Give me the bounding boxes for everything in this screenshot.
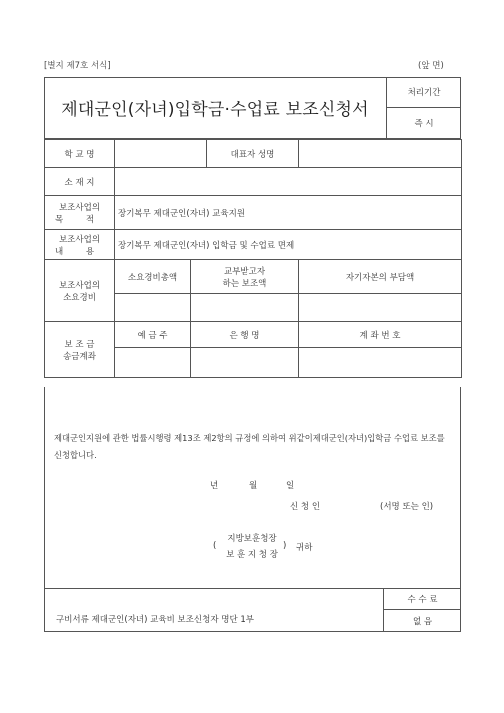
page-side: (앞 면) xyxy=(418,61,444,71)
fee-label: 수 수 료 xyxy=(384,589,461,610)
cost-total-header: 소요경비총액 xyxy=(115,260,191,294)
account-header: 계 좌 번 호 xyxy=(299,322,462,348)
cost-grant-header-line1: 교부받고자 xyxy=(223,266,266,277)
required-documents: 구비서류 제대군인(자녀) 교육비 보조신청자 명단 1부 xyxy=(56,615,254,625)
applicant-label: 신 청 인 xyxy=(290,502,321,512)
fee-box xyxy=(383,589,461,632)
form-title: 제대군인(자녀)입학금·수업료 보조신청서 xyxy=(61,100,369,120)
paren-open: ( xyxy=(213,541,217,551)
recipient-suffix: 귀하 xyxy=(296,543,313,553)
cost-label-line2: 소요경비 xyxy=(63,292,96,303)
bank-header: 은 행 명 xyxy=(191,322,299,348)
form-code: [별지 제7호 서식] xyxy=(44,61,111,71)
depositor-field[interactable] xyxy=(115,348,191,378)
school-name-label: 학 교 명 xyxy=(45,140,115,168)
cost-self-field[interactable] xyxy=(299,294,462,322)
cost-label-line1: 보조사업의 xyxy=(58,280,101,291)
processing-label: 처리기간 xyxy=(387,77,461,108)
representative-field[interactable] xyxy=(299,140,462,168)
application-table xyxy=(44,139,462,378)
recipient-line1: 지방보훈청장 xyxy=(227,534,277,544)
signature-note: (서명 또는 인) xyxy=(380,502,434,512)
content-label-line2: 내 용 xyxy=(54,246,105,257)
recipient-line2: 보 훈 지 청 장 xyxy=(226,550,278,560)
address-label: 소 재 지 xyxy=(45,168,115,196)
date-year: 년 xyxy=(210,481,219,491)
remit-label-line2: 송금계좌 xyxy=(63,351,96,362)
paren-close: ) xyxy=(283,541,287,551)
bank-field[interactable] xyxy=(191,348,299,378)
purpose-value: 장기복무 제대군인(자녀) 교육지원 xyxy=(115,196,462,230)
content-value: 장기복무 제대군인(자녀) 입학금 및 수업료 면제 xyxy=(115,230,462,260)
cost-self-header: 자기자본의 부담액 xyxy=(299,260,462,294)
purpose-label-line1: 보조사업의 xyxy=(58,202,101,213)
remit-label xyxy=(45,322,115,378)
content-label-line1: 보조사업의 xyxy=(58,234,101,245)
date-day: 일 xyxy=(286,481,295,491)
purpose-label-line2: 목 적 xyxy=(54,214,105,225)
cost-total-field[interactable] xyxy=(115,294,191,322)
content-label xyxy=(45,230,115,260)
representative-label: 대표자 성명 xyxy=(207,140,299,168)
processing-box xyxy=(386,77,461,139)
cost-grant-header-line2: 하는 보조액 xyxy=(222,278,267,289)
cost-label xyxy=(45,260,115,322)
cost-grant-header xyxy=(191,260,299,294)
remit-label-line1: 보 조 금 xyxy=(64,339,95,350)
cost-grant-field[interactable] xyxy=(191,294,299,322)
school-name-field[interactable] xyxy=(115,140,207,168)
account-field[interactable] xyxy=(299,348,462,378)
date-month: 월 xyxy=(249,481,258,491)
depositor-header: 예 금 주 xyxy=(115,322,191,348)
address-field[interactable] xyxy=(115,168,462,196)
processing-value: 즉 시 xyxy=(414,119,434,129)
declaration-text: 제대군인지원에 관한 법률시행령 제13조 제2항의 규정에 의하여 위같이제대군인(자녀)입학금 수업료 보조를 신청합니다. xyxy=(54,433,445,460)
purpose-label xyxy=(45,196,115,230)
fee-value: 없 음 xyxy=(412,616,433,627)
